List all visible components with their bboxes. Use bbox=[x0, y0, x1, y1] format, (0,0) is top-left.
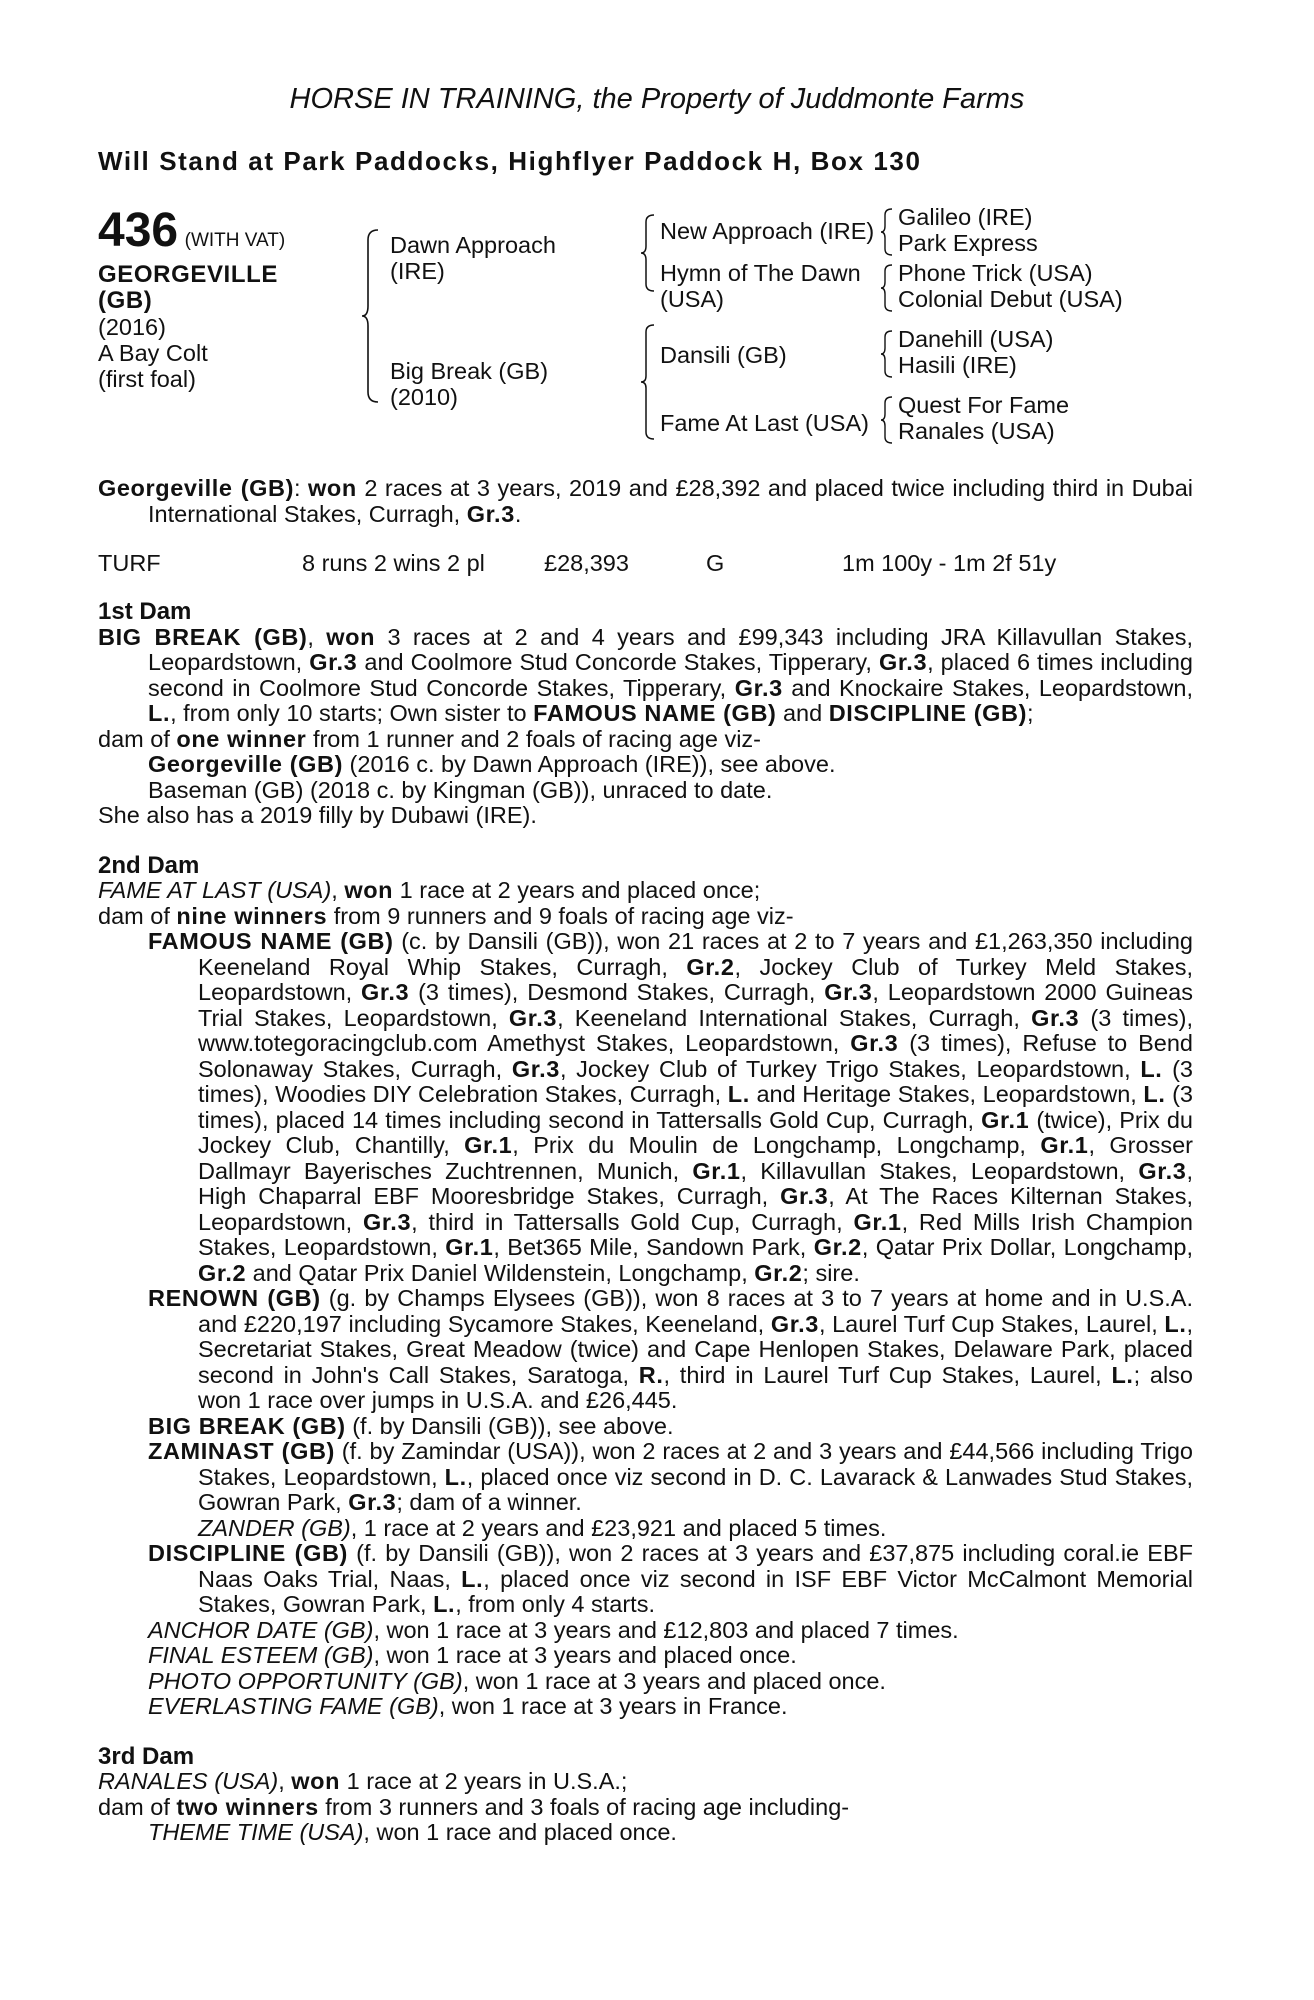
fd-damof-b: one winner bbox=[176, 725, 307, 752]
zander-name: ZANDER (GB) bbox=[198, 1514, 351, 1541]
lot-number-line bbox=[98, 206, 285, 256]
zm-c: ; dam of a winner. bbox=[396, 1489, 582, 1515]
first-dam-foal1 bbox=[148, 752, 1193, 778]
dc-a: (f. by Dansili (GB)), won 2 races at 3 years and £37,875 including coral.ie EBF Naas Oaks Trial, Naas, bbox=[198, 1540, 1193, 1592]
dam-name: Big Break (GB) bbox=[390, 358, 549, 384]
fn-g10: Gr.1 bbox=[1040, 1132, 1089, 1158]
stat-surface: TURF bbox=[98, 550, 161, 576]
sire-sire-dam: Park Express bbox=[898, 230, 1038, 256]
stat-distance: 1m 100y - 1m 2f 51y bbox=[842, 550, 1057, 576]
third-dam-damof bbox=[98, 1795, 1193, 1821]
other-foal-3 bbox=[148, 1669, 1193, 1695]
summary-grade: Gr.3 bbox=[466, 500, 515, 527]
rn-l2: L. bbox=[1111, 1361, 1134, 1388]
pedigree-table bbox=[98, 200, 1218, 456]
race-stats-row bbox=[98, 551, 1193, 577]
zaminast-name: ZAMINAST (GB) bbox=[148, 1438, 335, 1464]
stat-going: G bbox=[706, 550, 725, 576]
other-foal-name: FINAL ESTEEM (GB) bbox=[148, 1642, 374, 1668]
dam-dam-dam: Ranales (USA) bbox=[898, 418, 1055, 444]
first-dam-won: won bbox=[326, 623, 376, 650]
sd-won: won bbox=[344, 877, 394, 903]
summary-end: . bbox=[514, 500, 522, 527]
fd-t7: ; bbox=[1027, 700, 1034, 726]
fd-foal1-name: Georgeville (GB) bbox=[148, 751, 344, 777]
sire-dam-sire: Phone Trick (USA) bbox=[898, 260, 1093, 286]
fd-t5: , from only 10 starts; Own sister to bbox=[170, 700, 534, 726]
zm-l1: L. bbox=[444, 1463, 467, 1490]
fn-g17: Gr.2 bbox=[813, 1234, 862, 1260]
foal-note: (first foal) bbox=[98, 366, 196, 392]
rn-a: (g. by Champs Elysees (GB)), won 8 races at 3 to 7 years at home and in U.S.A. and £220,197 including Sycamore Stakes, Keeneland, bbox=[198, 1285, 1193, 1337]
fn-l3: L. bbox=[1143, 1081, 1166, 1107]
bb-a: (f. by Dansili (GB)), see above. bbox=[345, 1412, 674, 1439]
renown-entry bbox=[148, 1286, 1193, 1414]
fn-g14: Gr.3 bbox=[362, 1208, 412, 1235]
td-won: won bbox=[291, 1768, 341, 1794]
lot-number: 436 bbox=[98, 204, 179, 257]
other-foal-name: PHOTO OPPORTUNITY (GB) bbox=[148, 1667, 463, 1694]
fn-g15: Gr.1 bbox=[853, 1208, 902, 1235]
brace-dam-parents bbox=[640, 324, 656, 440]
rn-r1: R. bbox=[638, 1361, 664, 1388]
vat-label: (WITH VAT) bbox=[184, 230, 286, 251]
first-dam-paragraph: BIG BREAK (GB), won 3 races at 2 and 4 years and £99,343 including JRA Killavullan Stakes, Leopardstown, Gr.3 and Coolmore Stud Concorde Stakes, Tipperary, Gr.3, placed 6 times including second in Coolmore Stud Concorde Stakes, Tipperary, Gr.3 and Knockaire Stakes, Leopardstown, L., from only 10 starts; Own sister to FAMOUS NAME (GB) and DISCIPLINE (GB); bbox=[98, 623, 1194, 726]
fn-t: , Bet365 Mile, Sandown Park, bbox=[493, 1234, 814, 1260]
fn-p: , High Chaparral EBF Mooresbridge Stakes, Curragh, bbox=[198, 1157, 1193, 1209]
dam-sire-dam: Hasili (IRE) bbox=[898, 352, 1017, 378]
fn-g6: Gr.3 bbox=[850, 1030, 899, 1056]
zm-a: (f. by Zamindar (USA)), won 2 races at 2 and 3 years and £44,566 including Trigo Stakes, Leopardstown, bbox=[198, 1438, 1193, 1490]
fn-m: , Prix du Moulin de Longchamp, Longchamp, bbox=[512, 1132, 1041, 1158]
td-damof-b: two winners bbox=[176, 1793, 319, 1820]
fn-g5: Gr.3 bbox=[1031, 1004, 1080, 1031]
fn-g1: Gr.2 bbox=[686, 953, 735, 980]
stat-money: £28,393 bbox=[544, 550, 629, 576]
page-header: HORSE IN TRAINING, the Property of Juddmonte Farms bbox=[289, 83, 1025, 115]
dc-b: , placed once viz second in ISF EBF Victor McCalmont Memorial Stakes, Gowran Park, bbox=[198, 1565, 1194, 1617]
dc-l2: L. bbox=[433, 1591, 456, 1617]
rn-d: , third in Laurel Turf Cup Stakes, Laurel, bbox=[663, 1361, 1112, 1388]
fd-g1: Gr.3 bbox=[309, 649, 358, 675]
horse-description: A Bay Colt bbox=[98, 340, 208, 366]
td-t1: 1 race at 2 years in U.S.A.; bbox=[340, 1768, 628, 1794]
dc-c: , from only 4 starts. bbox=[455, 1591, 655, 1617]
other-foal-name: ANCHOR DATE (GB) bbox=[148, 1616, 374, 1643]
third-dam-name: RANALES (USA) bbox=[98, 1768, 279, 1794]
summary-won: won bbox=[308, 475, 357, 501]
rn-g1: Gr.3 bbox=[770, 1310, 819, 1337]
famous-name-entry bbox=[148, 929, 1193, 1286]
fn-g9: Gr.1 bbox=[464, 1132, 513, 1158]
first-dam-also: She also has a 2019 filly by Dubawi (IRE). bbox=[98, 802, 537, 828]
second-dam-heading: 2nd Dam bbox=[98, 851, 200, 879]
rn-c: , Secretariat Stakes, Great Meadow (twice) and Cape Henlopen Stakes, Delaware Park, placed second in John's Call Stakes, Saratoga, bbox=[198, 1310, 1193, 1388]
fd-g2: Gr.3 bbox=[878, 649, 928, 675]
fn-l: (twice), Prix du Jockey Club, Chantilly, bbox=[198, 1106, 1193, 1158]
fd-damof-a: dam of bbox=[98, 725, 177, 752]
famous-name: FAMOUS NAME (GB) bbox=[148, 928, 394, 954]
fn-o: , Killavullan Stakes, Leopardstown, bbox=[740, 1157, 1139, 1184]
fd-t3: , placed 6 times including second in Coolmore Stud Concorde Stakes, Tipperary, bbox=[148, 649, 1193, 701]
fn-e: , Keeneland International Stakes, Curragh, bbox=[557, 1004, 1032, 1031]
other-foal-2 bbox=[148, 1643, 1193, 1669]
fd-sister1: FAMOUS NAME (GB) bbox=[533, 700, 777, 726]
sd-damof-c: from 9 runners and 9 foals of racing age viz- bbox=[327, 902, 794, 929]
other-foal-text: , won 1 race at 3 years and £12,803 and placed 7 times. bbox=[373, 1616, 959, 1643]
discipline-name: DISCIPLINE (GB) bbox=[148, 1540, 348, 1566]
fd-l1: L. bbox=[148, 700, 171, 726]
fn-g13: Gr.3 bbox=[780, 1183, 829, 1209]
td-damof-a: dam of bbox=[98, 1793, 177, 1820]
fn-g18: Gr.2 bbox=[198, 1259, 247, 1286]
fd-foal1-text: (2016 c. by Dawn Approach (IRE)), see above. bbox=[343, 751, 836, 777]
zaminast-entry bbox=[148, 1439, 1193, 1516]
fn-g12: Gr.3 bbox=[1138, 1157, 1187, 1184]
fn-g19: Gr.2 bbox=[754, 1259, 803, 1286]
fn-s: , Red Mills Irish Champion Stakes, Leopardstown, bbox=[198, 1208, 1193, 1260]
fn-v: and Qatar Prix Daniel Wildenstein, Longchamp, bbox=[246, 1259, 755, 1286]
third-dam-heading: 3rd Dam bbox=[98, 1742, 195, 1770]
summary-paragraph: Georgeville (GB): won 2 races at 3 years, 2019 and £28,392 and placed twice including third in Dubai International Stakes, Curragh, Gr.3. bbox=[98, 475, 1194, 527]
fn-g3: Gr.3 bbox=[824, 979, 873, 1005]
fd-damof-c: from 1 runner and 2 foals of racing age viz- bbox=[306, 725, 761, 752]
fn-g16: Gr.1 bbox=[445, 1234, 494, 1260]
dc-l1: L. bbox=[461, 1565, 484, 1592]
fd-sister2: DISCIPLINE (GB) bbox=[828, 700, 1028, 726]
brace-sd bbox=[880, 264, 894, 312]
sd-damof-a: dam of bbox=[98, 902, 177, 929]
fn-w: ; sire. bbox=[802, 1259, 860, 1286]
other-foal-text: , won 1 race at 3 years and placed once. bbox=[373, 1642, 797, 1668]
first-dam-foal2: Baseman (GB) (2018 c. by Kingman (GB)), unraced to date. bbox=[148, 776, 773, 803]
first-dam-damof bbox=[98, 727, 1193, 753]
fn-u: , Qatar Prix Dollar, Longchamp, bbox=[861, 1234, 1193, 1260]
fn-g4: Gr.3 bbox=[508, 1004, 558, 1031]
theme-time-name: THEME TIME (USA) bbox=[148, 1819, 364, 1845]
fn-k: (3 times), placed 14 times including second in Tattersalls Gold Cup, Curragh, bbox=[198, 1081, 1194, 1133]
theme-time-entry bbox=[148, 1820, 1193, 1846]
brace-dd bbox=[880, 396, 894, 444]
zm-b: , placed once viz second in D. C. Lavarack & Lanwades Stud Stakes, Gowran Park, bbox=[198, 1463, 1193, 1515]
zander-entry bbox=[198, 1516, 1193, 1542]
sire-dam-line2: (USA) bbox=[660, 286, 724, 312]
sire-sire: New Approach (IRE) bbox=[660, 218, 875, 244]
fn-j: and Heritage Stakes, Leopardstown, bbox=[749, 1081, 1144, 1107]
sire-name: Dawn Approach bbox=[390, 232, 556, 258]
dam-year: (2010) bbox=[390, 384, 458, 410]
fd-t6: and bbox=[776, 700, 829, 726]
horse-name: GEORGEVILLE bbox=[98, 261, 278, 288]
renown-name: RENOWN (GB) bbox=[148, 1285, 321, 1311]
other-foal-text: , won 1 race at 3 years in France. bbox=[438, 1693, 788, 1719]
fn-r: , third in Tattersalls Gold Cup, Curragh, bbox=[411, 1208, 854, 1235]
fd-t2: and Coolmore Stud Concorde Stakes, Tipperary, bbox=[357, 649, 879, 675]
brace-ds bbox=[880, 330, 894, 378]
stat-runs: 8 runs 2 wins 2 pl bbox=[302, 550, 485, 576]
sire-country: (IRE) bbox=[390, 258, 445, 284]
fn-g7: Gr.3 bbox=[511, 1055, 560, 1082]
fn-g8: Gr.1 bbox=[981, 1106, 1030, 1133]
bigbreak-name: BIG BREAK (GB) bbox=[148, 1412, 346, 1439]
brace-sire-parents bbox=[640, 214, 656, 292]
horse-year: (2016) bbox=[98, 314, 166, 340]
sire-dam-line1: Hymn of The Dawn bbox=[660, 260, 861, 286]
fn-l1: L. bbox=[1140, 1055, 1163, 1082]
other-foal-4 bbox=[148, 1694, 1193, 1720]
fd-t1: 3 races at 2 and 4 years and £99,343 including JRA Killavullan Stakes, Leopardstown, bbox=[148, 623, 1193, 675]
fn-l2: L. bbox=[727, 1081, 750, 1107]
sd-t1: 1 race at 2 years and placed once; bbox=[393, 877, 761, 903]
first-dam-heading: 1st Dam bbox=[98, 598, 192, 625]
summary-section bbox=[98, 476, 1193, 1846]
third-dam-line: RANALES (USA), won 1 race at 2 years in U.S.A.; bbox=[98, 1768, 628, 1794]
fn-a: (c. by Dansili (GB)), won 21 races at 2 to 7 years and £1,263,350 including Keeneland Royal Whip Stakes, Curragh, bbox=[198, 928, 1193, 980]
fn-b: , Jockey Club of Turkey Meld Stakes, Leopardstown, bbox=[198, 953, 1193, 1005]
dam-sire: Dansili (GB) bbox=[660, 342, 787, 368]
summary-text: 2 races at 3 years, 2019 and £28,392 and placed twice including third in Dubai International Stakes, Curragh, bbox=[148, 475, 1194, 527]
second-dam-name: FAME AT LAST (USA) bbox=[98, 877, 332, 903]
other-foal-name: EVERLASTING FAME (GB) bbox=[148, 1693, 439, 1719]
big-break-entry bbox=[148, 1414, 1193, 1440]
brace-ss bbox=[880, 208, 894, 256]
other-foal-1 bbox=[148, 1618, 1193, 1644]
rn-b: , Laurel Turf Cup Stakes, Laurel, bbox=[818, 1310, 1165, 1337]
fn-q: , At The Races Kilternan Stakes, Leopardstown, bbox=[198, 1183, 1194, 1235]
fn-g11: Gr.1 bbox=[692, 1157, 741, 1184]
fn-f: (3 times), www.totegoracingclub.com Amethyst Stakes, Leopardstown, bbox=[198, 1004, 1193, 1056]
rn-l1: L. bbox=[1164, 1310, 1187, 1337]
fn-d: , Leopardstown 2000 Guineas Trial Stakes, Leopardstown, bbox=[198, 979, 1193, 1031]
sire-sire-sire: Galileo (IRE) bbox=[898, 204, 1033, 230]
rn-e: ; also won 1 race over jumps in U.S.A. and £26,445. bbox=[198, 1361, 1193, 1413]
td-damof-c: from 3 runners and 3 foals of racing age including- bbox=[318, 1793, 850, 1820]
pedigree-brace-main bbox=[360, 228, 382, 404]
fn-h: , Jockey Club of Turkey Trigo Stakes, Leopardstown, bbox=[559, 1055, 1141, 1082]
fn-i: (3 times), Woodies DIY Celebration Stakes, Curragh, bbox=[198, 1055, 1193, 1107]
fn-n: , Grosser Dallmayr Bayerisches Zuchtrennen, Munich, bbox=[198, 1132, 1193, 1184]
fd-g3: Gr.3 bbox=[734, 674, 783, 701]
discipline-entry bbox=[148, 1541, 1193, 1618]
fn-c: (3 times), Desmond Stakes, Curragh, bbox=[409, 979, 825, 1005]
dam-sire-sire: Danehill (USA) bbox=[898, 326, 1054, 352]
second-dam-damof bbox=[98, 904, 1193, 930]
theme-time-text: , won 1 race and placed once. bbox=[363, 1819, 677, 1845]
second-dam-line: FAME AT LAST (USA), won 1 race at 2 years and placed once; bbox=[98, 877, 761, 903]
fn-g: (3 times), Refuse to Bend Solonaway Stakes, Curragh, bbox=[198, 1030, 1194, 1082]
sd-damof-b: nine winners bbox=[176, 902, 328, 929]
summary-horse-name: Georgeville (GB) bbox=[98, 475, 294, 501]
zm-g1: Gr.3 bbox=[348, 1489, 397, 1515]
fd-t4: and Knockaire Stakes, Leopardstown, bbox=[782, 674, 1194, 701]
dam-dam: Fame At Last (USA) bbox=[660, 410, 869, 436]
zander-text: , 1 race at 2 years and £23,921 and placed 5 times. bbox=[350, 1514, 887, 1541]
first-dam-name: BIG BREAK (GB) bbox=[98, 623, 308, 650]
dam-dam-sire: Quest For Fame bbox=[898, 392, 1070, 418]
stand-location: Will Stand at Park Paddocks, Highflyer Paddock H, Box 130 bbox=[98, 146, 922, 176]
fn-g2: Gr.3 bbox=[361, 979, 410, 1005]
sire-dam-dam: Colonial Debut (USA) bbox=[898, 286, 1123, 312]
horse-suffix: (GB) bbox=[98, 287, 153, 314]
other-foal-text: , won 1 race at 3 years and placed once. bbox=[462, 1667, 886, 1694]
